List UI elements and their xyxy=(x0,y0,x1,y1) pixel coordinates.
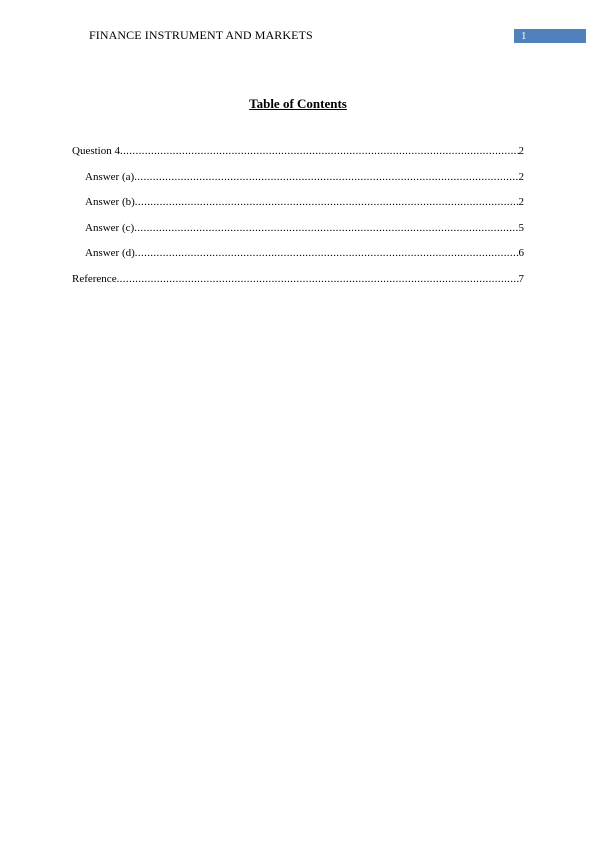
toc-entry-page: 5 xyxy=(518,221,524,234)
running-head-title: FINANCE INSTRUMENT AND MARKETS xyxy=(89,28,313,42)
toc-dot-leader xyxy=(135,246,519,260)
toc-dot-leader xyxy=(117,272,519,286)
toc-dot-leader xyxy=(135,195,519,209)
toc-dot-leader xyxy=(120,144,519,158)
toc-entry-page: 2 xyxy=(518,196,524,209)
toc-entry-page: 7 xyxy=(518,272,524,285)
page-header xyxy=(0,0,596,60)
page-number-box: 1 xyxy=(514,29,586,43)
toc-entry-answer-a[interactable] xyxy=(72,170,524,184)
toc-entry-page: 2 xyxy=(518,145,524,157)
toc-entry-answer-b[interactable] xyxy=(72,195,524,209)
toc-dot-leader xyxy=(134,221,518,235)
toc-entry-answer-d[interactable] xyxy=(72,246,524,260)
toc-entry-label: Answer (c) xyxy=(85,221,135,234)
toc-heading: Table of Contents xyxy=(249,96,347,111)
toc-entry-page: 6 xyxy=(518,247,524,260)
toc-entry-label: Question 4 xyxy=(72,145,120,157)
toc-entry-label: Answer (a) xyxy=(85,170,135,183)
toc-dot-leader xyxy=(134,170,518,184)
toc-entry-label: Answer (b) xyxy=(85,196,135,209)
toc-entry-label: Answer (d) xyxy=(85,247,135,260)
toc-entry-question-4[interactable] xyxy=(72,144,524,158)
toc-entry-answer-c[interactable] xyxy=(72,221,524,235)
toc-entry-reference[interactable] xyxy=(72,272,524,286)
toc-entry-page: 2 xyxy=(518,170,524,183)
toc-entry-label: Reference xyxy=(72,272,117,285)
table-of-contents xyxy=(72,144,524,298)
